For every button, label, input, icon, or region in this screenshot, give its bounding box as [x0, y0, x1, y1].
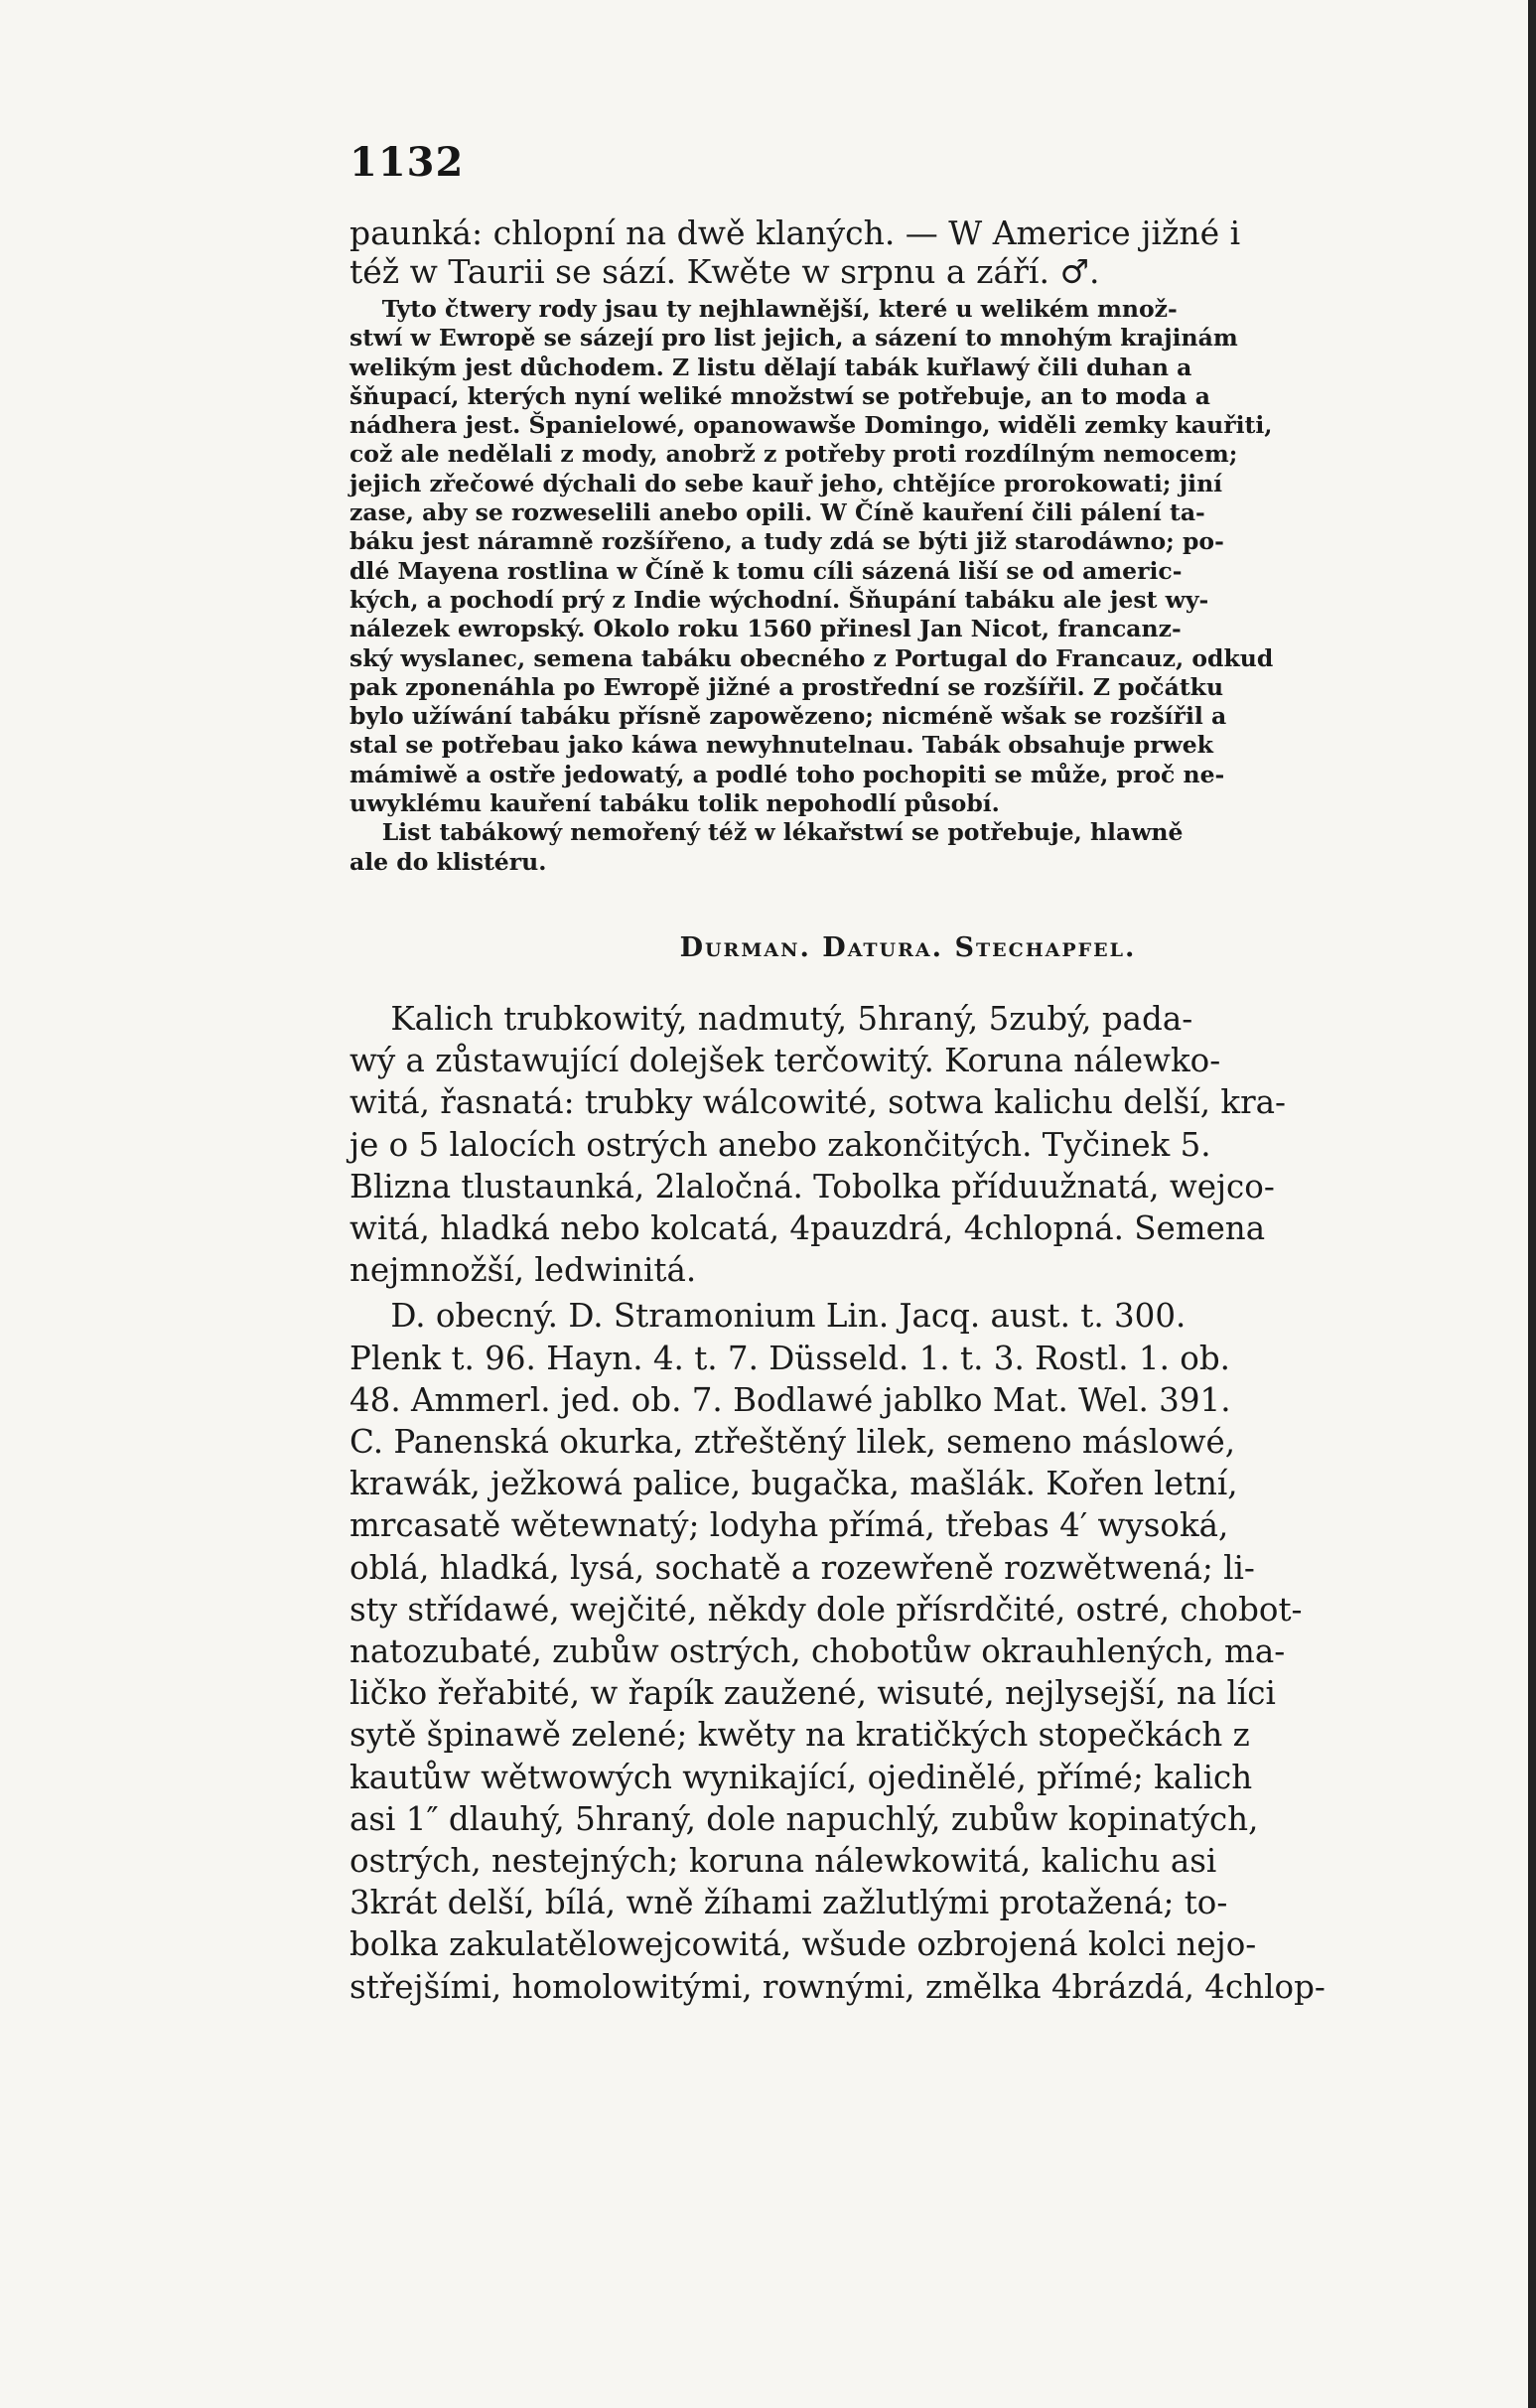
text-line: báku jest náramně rozšířeno, a tudy zdá se býti již starodáwno; po- [349, 527, 1224, 556]
text-line: stal se potřebau jako káwa newyhnutelnau. Tabák obsahuje prwek [349, 731, 1213, 760]
text-line: uwyklému kauření tabáku tolik nepohodlí působí. [349, 789, 1000, 818]
text-line: jejich zřečowé dýchali do sebe kauř jeho, chtějíce prorokowati; jiní [349, 469, 1223, 497]
text-line: witá, řasnatá: trubky wálcowité, sotwa kalichu delší, kra- [349, 1083, 1287, 1122]
text-line: je o 5 lalocích ostrých anebo zakončitých. Tyčinek 5. [349, 1125, 1211, 1164]
text-line: mámiwě a ostře jedowatý, a podlé toho pochopiti se může, proč ne- [349, 760, 1225, 788]
text-line: asi 1″ dlauhý, 5hraný, dole napuchlý, zubůw kopinatých, [349, 1799, 1259, 1838]
tobacco-paragraph [349, 295, 1427, 818]
text-line: zase, aby se rozweselili anebo opili. W Číně kauření čili pálení ta- [349, 498, 1205, 527]
text-line: ostrých, nestejných; koruna nálewkowitá, kalichu asi [349, 1842, 1217, 1880]
text-line: bylo užíwání tabáku přísně zapowězeno; nicméně wšak se rozšířil a [349, 702, 1227, 731]
text-line: welikým jest důchodem. Z listu dělají tabák kuřlawý čili duhan a [349, 353, 1192, 381]
text-line: stwí w Ewropě se sázejí pro list jejich, a sázení to mnohým krajinám [349, 324, 1238, 353]
text-line: Tyto čtwery rody jsau ty nejhlawnější, které u welikém množ- [349, 295, 1178, 323]
text-line: mrcasatě wětewnatý; lodyha přímá, třebas 4′ wysoká, [349, 1506, 1229, 1545]
text-line: kých, a pochodí prý z Indie wýchodní. Šňupání tabáku ale jest wy- [349, 585, 1209, 614]
page-number: 1132 [349, 139, 465, 186]
text-line: nejmnožší, ledwinitá. [349, 1251, 697, 1290]
text-line: witá, hladká nebo kolcatá, 4pauzdrá, 4chlopná. Semena [349, 1208, 1266, 1247]
genus-heading: Durman. Datura. Stechapfel. [679, 931, 1137, 963]
text-line: Plenk t. 96. Hayn. 4. t. 7. Düsseld. 1. t. 3. Rostl. 1. ob. [349, 1339, 1230, 1377]
text-line: List tabákowý nemořený též w lékařstwí se potřebuje, hlawně [349, 818, 1184, 847]
text-line: též w Taurii se sází. Kwěte w srpnu a září. ♂. [349, 252, 1100, 291]
text-line: natozubaté, zubůw ostrých, chobotůw okrauhlených, ma- [349, 1631, 1286, 1670]
text-line: ale do klistéru. [349, 847, 547, 876]
continuation-text [349, 213, 1427, 291]
text-line: dlé Mayena rostlina w Číně k tomu cíli sázená liší se od americ- [349, 556, 1183, 585]
text-line: C. Panenská okurka, ztřeštěný lilek, semeno máslowé, [349, 1422, 1236, 1461]
page-text [349, 213, 1427, 2008]
species-description [349, 1295, 1427, 2007]
page-edge-border [1528, 0, 1536, 2408]
text-line: pak zponenáhla po Ewropě jižné a prostřední se rozšířil. Z počátku [349, 672, 1224, 701]
text-line: krawák, ježkowá palice, bugačka, mašlák. Kořen letní, [349, 1465, 1238, 1503]
text-line: nálezek ewropský. Okolo roku 1560 přinesl Jan Nicot, francanz- [349, 615, 1182, 643]
text-line: Kalich trubkowitý, nadmutý, 5hraný, 5zubý, pada- [349, 999, 1193, 1038]
text-line: bolka zakulatělowejcowitá, wšude ozbrojená kolci nejo- [349, 1925, 1257, 1964]
text-line: paunká: chlopní na dwě klaných. — W Americe jižné i [349, 213, 1241, 252]
text-line: což ale nedělali z mody, anobrž z potřeby proti rozdílným nemocem; [349, 440, 1238, 469]
text-line: nádhera jest. Španielowé, opanowawše Domingo, widěli zemky kauřiti, [349, 411, 1273, 440]
genus-description [349, 998, 1427, 1291]
text-line: kautůw wětwowých wynikající, ojedinělé, přímé; kalich [349, 1758, 1253, 1796]
text-line: ský wyslanec, semena tabáku obecného z Portugal do Francauz, odkud [349, 643, 1274, 672]
text-line: oblá, hladká, lysá, sochatě a rozewřeně rozwětwená; li- [349, 1548, 1255, 1587]
text-line: sty střídawé, wejčité, někdy dole přísrdčité, ostré, chobot- [349, 1590, 1303, 1629]
text-line: ličko řeřabité, w řapík zaužené, wisuté, nejlysejší, na líci [349, 1674, 1276, 1713]
text-line: D. obecný. D. Stramonium Lin. Jacq. aust. t. 300. [349, 1297, 1187, 1336]
text-line: wý a zůstawující dolejšek terčowitý. Koruna nálewko- [349, 1042, 1221, 1080]
text-line: Blizna tlustaunká, 2laločná. Tobolka příduužnatá, wejco- [349, 1167, 1275, 1205]
text-line: 3krát delší, bílá, wně žíhami zažlutlými protažená; to- [349, 1884, 1228, 1922]
text-line: střejšími, homolowitými, rownými, změlka 4brázdá, 4chlop- [349, 1967, 1326, 2006]
text-line: šňupací, kterých nyní weliké množstwí se potřebuje, an to moda a [349, 381, 1210, 410]
text-line: sytě špinawě zelené; kwěty na kratičkých stopečkách z [349, 1716, 1250, 1755]
medical-note [349, 818, 1427, 877]
text-line: 48. Ammerl. jed. ob. 7. Bodlawé jablko Mat. Wel. 391. [349, 1380, 1231, 1419]
